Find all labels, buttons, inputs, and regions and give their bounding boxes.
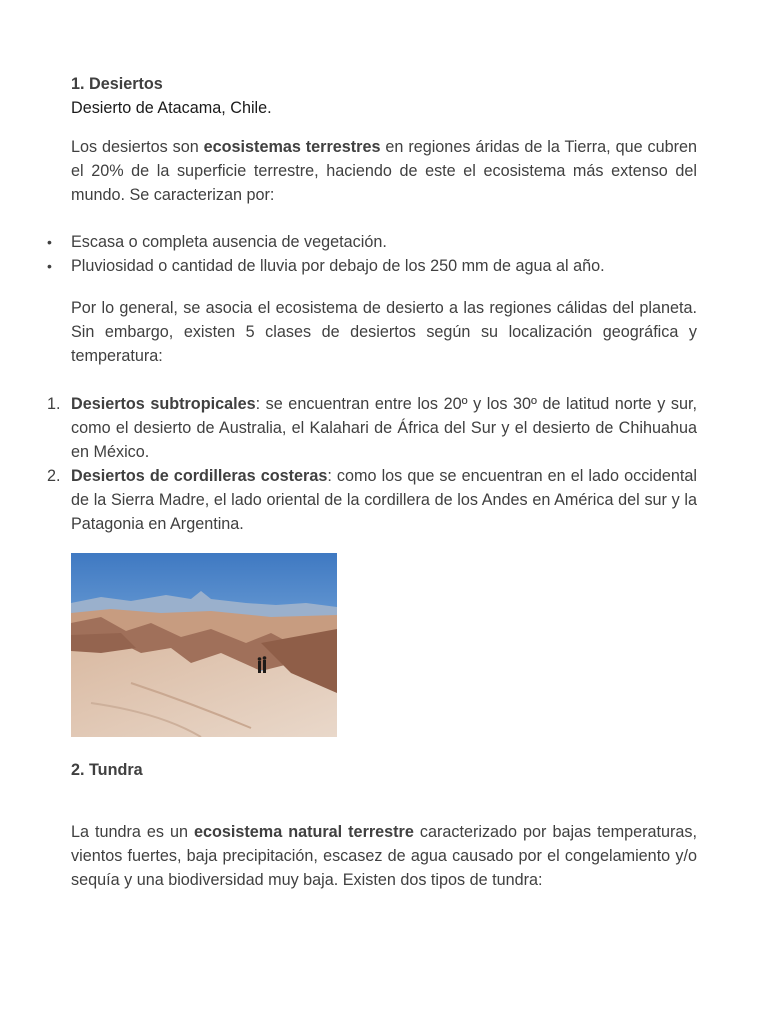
desiertos-intro-paragraph: Los desiertos son ecosistemas terrestres en regiones áridas de la Tierra, que cubren el 20% de la superficie terrestre, haciendo de este el ecosistema más extenso del mundo. Se caracterizan por: (71, 138, 698, 204)
bullet-marker: • (47, 258, 52, 274)
list-item: 2. Desiertos de cordilleras costeras: como los que se encuentran en el lado occidental de la Sierra Madre, el lado oriental de la cordillera de los Andes en América del sur y la Patagonia en Argentina. (71, 464, 697, 536)
atacama-desert-photo (71, 553, 337, 737)
list-number: 1. (47, 395, 61, 413)
list-item: • Escasa o completa ausencia de vegetación. (71, 230, 697, 254)
list-item: 1. Desiertos subtropicales: se encuentran entre los 20º y los 30º de latitud norte y sur, como el desierto de Australia, el Kalahari de África del Sur y el desierto de Chihuahua en México. (71, 392, 697, 464)
bullet-marker: • (47, 234, 52, 250)
section-heading-tundra: 2. Tundra (71, 761, 143, 779)
section-heading-desiertos: 1. Desiertos (71, 75, 163, 93)
list-number: 2. (47, 467, 61, 485)
list-item: • Pluviosidad o cantidad de lluvia por debajo de los 250 mm de agua al año. (71, 254, 697, 278)
desiertos-numbered-list (47, 392, 697, 536)
desiertos-paragraph-2: Por lo general, se asocia el ecosistema de desierto a las regiones cálidas del planeta. Sin embargo, existen 5 clases de desiertos según su localización geográfica y temperatura: (71, 299, 697, 365)
section-subheading-atacama: Desierto de Atacama, Chile. (71, 99, 272, 117)
tundra-paragraph: La tundra es un ecosistema natural terrestre caracterizado por bajas temperaturas, vientos fuertes, baja precipitación, escasez de agua causado por el congelamiento y/o sequía y una biodiversidad muy baja. Existen dos tipos de tundra: (71, 823, 698, 889)
desiertos-bullet-list (47, 230, 697, 278)
